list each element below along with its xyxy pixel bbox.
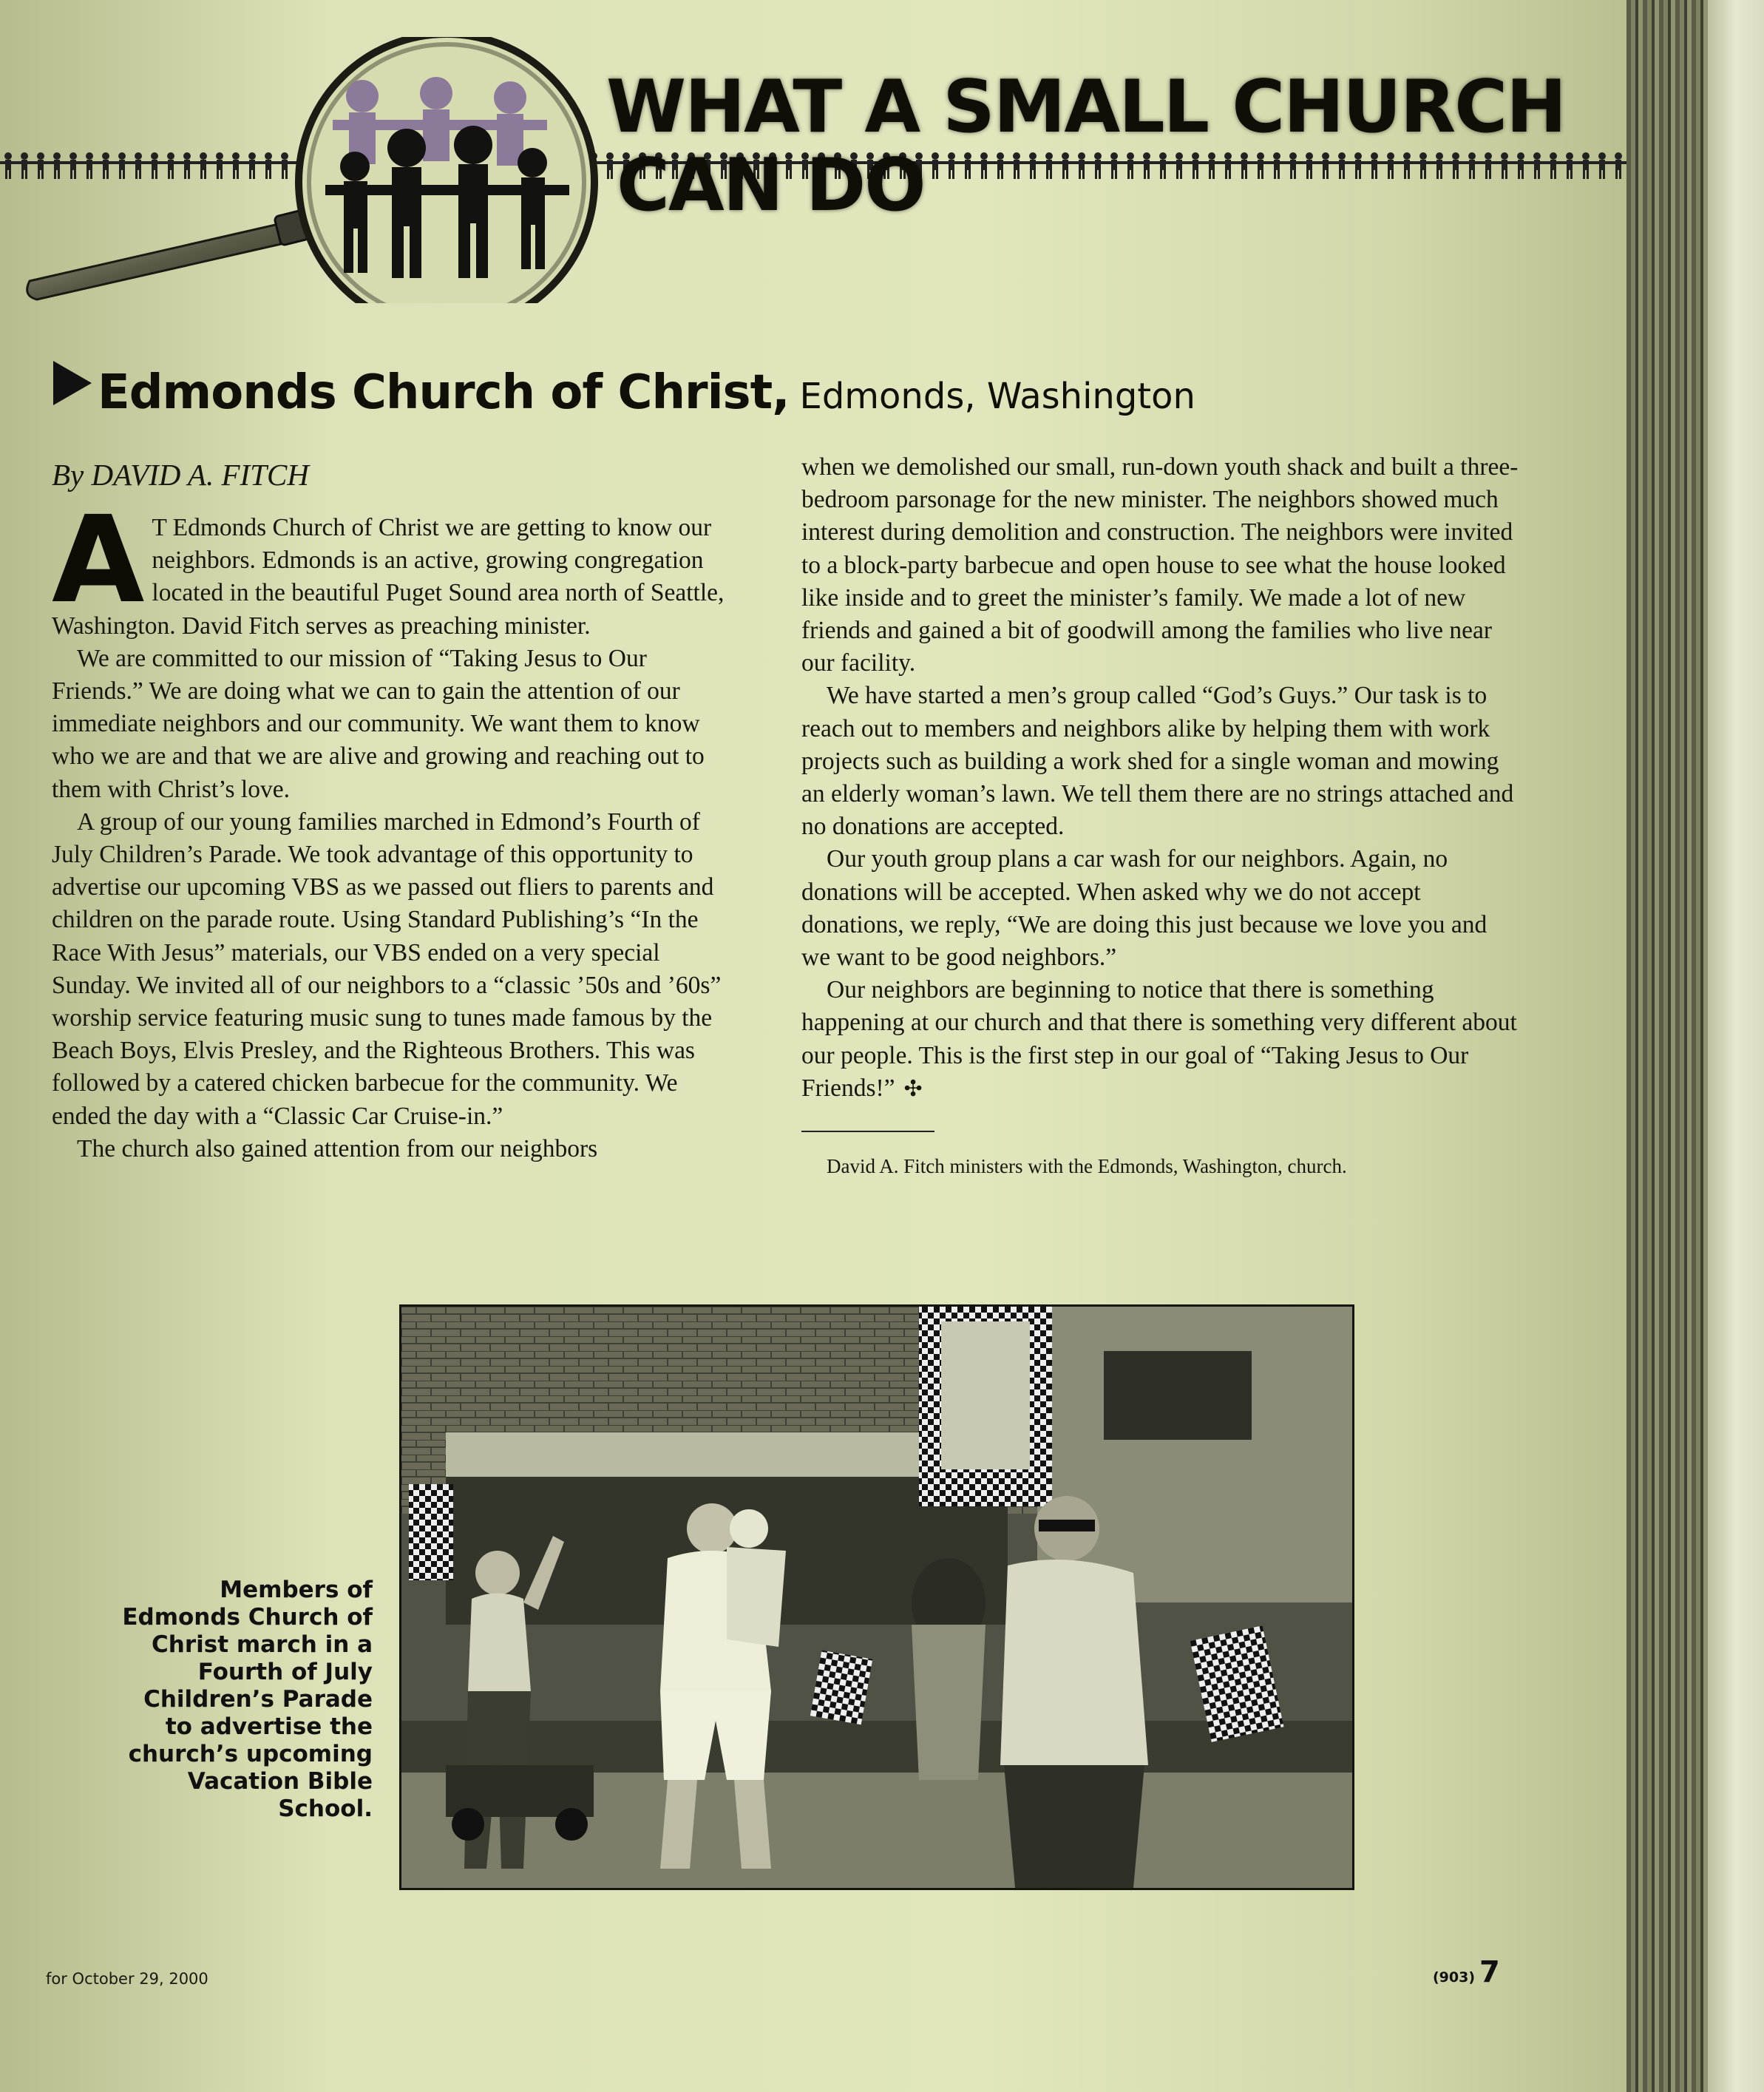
parade-photo — [399, 1304, 1354, 1890]
paragraph-text: T Edmonds Church of Christ we are getting to know our neighbors. Edmonds is an active, growing congregation located in the beautiful Puget Sound area north of Seattle, Washington. David Fitch serves as preaching minister. — [52, 514, 725, 640]
headline-line-1: WHAT A SMALL CHURCH — [606, 65, 1566, 149]
page-number: 7 — [1479, 1955, 1500, 1989]
drop-cap: A — [52, 491, 145, 630]
article-paragraph: The church also gained attention from our neighbors — [77, 1134, 598, 1162]
byline: By DAVID A. FITCH — [52, 458, 309, 492]
church-title — [53, 361, 1195, 420]
triangle-bullet-icon — [53, 361, 92, 405]
article-column-left — [52, 453, 739, 1165]
paragraph-text: Our neighbors are beginning to notice that there is something happening at our church and that there is something very different about our people. This is the first step in our goal of “Taking Jesus to Our Friends!” — [801, 976, 1517, 1102]
article-paragraph: We are committed to our mission of “Taking Jesus to Our Friends.” We are doing what we can to gain the attention of our immediate neighbors and our community. We want them to know who we are and that we are alive and growing and reaching out to them with Christ’s love. — [52, 644, 705, 803]
page-footer — [1433, 1955, 1500, 1989]
photo-caption: Members of Edmonds Church of Christ march in a Fourth of July Children’s Parade to advertise the church’s upcoming Vacation Bible School. — [122, 1577, 373, 1822]
magnifying-glass-people-icon — [22, 37, 606, 303]
church-location: Edmonds, Washington — [799, 376, 1195, 417]
article-paragraph: Our youth group plans a car wash for our neighbors. Again, no donations will be accepted. When asked why we do not accept donations, we reply, “We are doing this just because we love you and we want to be good neighbors.” — [801, 845, 1487, 972]
bio-divider — [801, 1131, 934, 1132]
article-paragraph: A group of our young families marched in Edmond’s Fourth of July Children’s Parade. We took advantage of this opportunity to advertise our upcoming VBS as we passed out fliers to parents and children on the parade route. Using Standard Publishing’s “In the Race With Jesus” materials, our VBS ended on a very special Sunday. We invited all of our neighbors to a “classic ’50s and ’60s” worship service featuring music sung to tunes made famous by the Beach Boys, Elvis Presley, and the Righteous Brothers. This was followed by a catered chicken barbecue for the community. We ended the day with a “Classic Car Cruise-in.” — [52, 808, 722, 1130]
issue-date: for October 29, 2000 — [46, 1970, 208, 1988]
headline-line-2: CAN DO — [617, 143, 925, 228]
article-column-right — [801, 451, 1519, 1179]
headline — [606, 65, 1566, 228]
church-name: Edmonds Church of Christ, — [98, 365, 790, 420]
author-bio: David A. Fitch ministers with the Edmonds, Washington, church. — [827, 1155, 1347, 1178]
article-paragraph: when we demolished our small, run-down youth shack and built a three-bedroom parsonage for the new minister. The neighbors showed much interest during demolition and construction. The neighbors were invited to a block-party barbecue and open house to see what the house looked like inside and to greet the minister’s family. We made a lot of new friends and gained a bit of goodwill among the families who live near our facility. — [801, 453, 1519, 677]
end-mark-icon: ✣ — [903, 1075, 923, 1102]
article-paragraph — [52, 491, 739, 643]
article-paragraph: We have started a men’s group called “God’s Guys.” Our task is to reach out to members and neighbors alike by helping them with work projects such as building a work shed for a single woman and mowing an elderly woman’s lawn. We tell them there are no strings attached and no donations are accepted. — [801, 682, 1514, 841]
facing-page-edge — [1708, 0, 1764, 2092]
article-paragraph — [801, 974, 1519, 1106]
sequence-code: (903) — [1433, 1969, 1476, 1986]
